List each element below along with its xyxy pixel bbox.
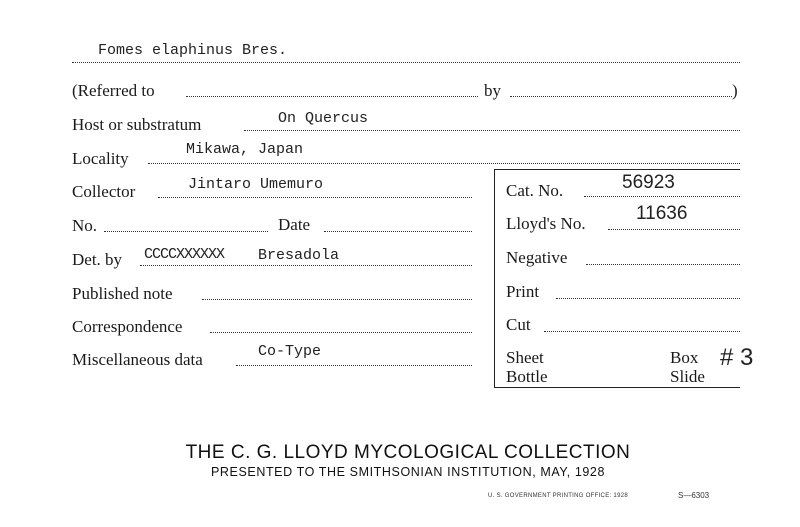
box-top-border [494, 169, 740, 170]
negative-line [586, 264, 740, 265]
correspondence-line [210, 332, 472, 333]
negative-label: Negative [506, 248, 568, 267]
correspondence-label: Correspondence [72, 317, 183, 336]
host-value: On Quercus [278, 110, 369, 127]
box-left-border [494, 169, 495, 388]
no-label: No. [72, 216, 98, 235]
det-by-value: Bresadola [258, 247, 340, 264]
date-label: Date [278, 215, 311, 234]
collection-title: THE C. G. LLOYD MYCOLOGICAL COLLECTION [185, 442, 631, 463]
date-line [324, 231, 472, 232]
by-line [510, 96, 732, 97]
det-by-line [140, 265, 472, 266]
collector-value: Jintaro Umemuro [188, 176, 324, 193]
misc-data-value: Co-Type [258, 343, 322, 360]
printing-office-note: U. S. GOVERNMENT PRINTING OFFICE: 1928 [488, 493, 628, 499]
locality-label: Locality [72, 149, 129, 168]
lloyds-no-line [608, 229, 740, 230]
referred-to-label: (Referred to [72, 81, 155, 100]
species-name: Fomes elaphinus Bres. [98, 42, 288, 59]
collector-label: Collector [72, 182, 136, 201]
collection-subtitle: PRESENTED TO THE SMITHSONIAN INSTITUTION, MAY, 1928 [210, 465, 606, 479]
print-line [556, 298, 740, 299]
misc-data-line [236, 365, 472, 366]
box-value: # 3 [720, 344, 754, 371]
by-label: by [484, 81, 501, 100]
det-by-label: Det. by [72, 250, 123, 269]
print-label: Print [506, 282, 540, 301]
det-struck-text: CCCCXXXXXX [144, 246, 225, 263]
misc-data-label: Miscellaneous data [72, 350, 203, 369]
slide-label: Slide [670, 367, 705, 386]
sheet-label: Sheet [506, 348, 544, 367]
box-bottom-border [494, 387, 740, 388]
referred-to-line [186, 96, 478, 97]
cat-no-line [584, 196, 740, 197]
cut-label: Cut [506, 315, 531, 334]
box-label: Box [670, 348, 699, 367]
collector-line [158, 197, 472, 198]
published-note-label: Published note [72, 284, 173, 303]
lloyds-no-label: Lloyd's No. [506, 214, 586, 233]
close-paren: ) [732, 81, 738, 100]
bottle-label: Bottle [506, 367, 548, 386]
no-line [104, 231, 268, 232]
cat-no-value: 56923 [622, 172, 675, 193]
lloyds-no-value: 11636 [636, 203, 688, 224]
host-line [244, 130, 740, 131]
cut-line [544, 331, 740, 332]
species-line [72, 62, 740, 63]
host-label: Host or substratum [72, 115, 202, 134]
cat-no-label: Cat. No. [506, 181, 564, 200]
form-number: S—6303 [678, 491, 710, 500]
locality-line [148, 163, 740, 164]
published-note-line [202, 299, 472, 300]
locality-value: Mikawa, Japan [186, 141, 304, 158]
